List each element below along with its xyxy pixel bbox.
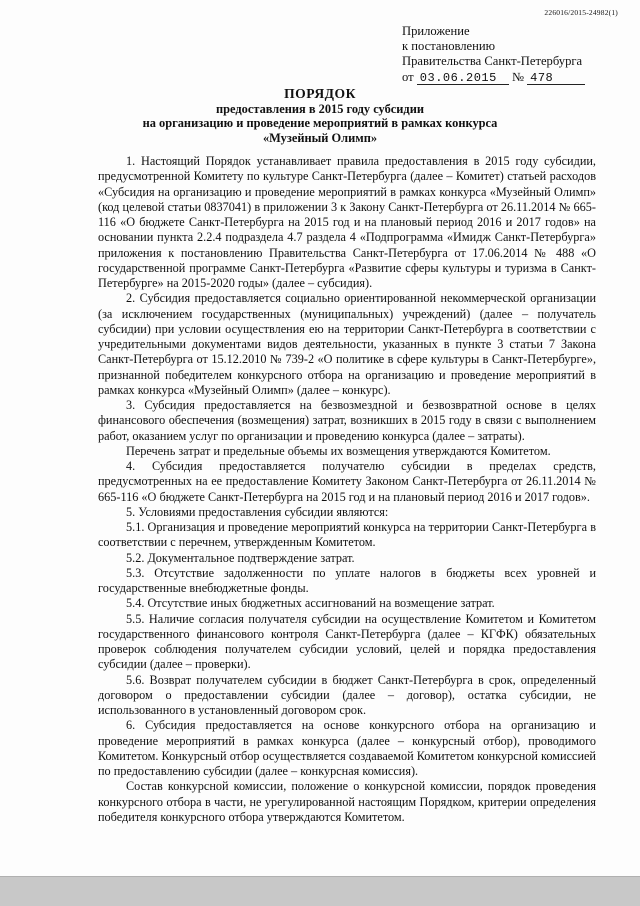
paragraph-5-2: 5.2. Документальное подтверждение затрат. [126, 550, 355, 565]
annex-line: к постановлению [402, 39, 496, 54]
annex-line: Приложение [402, 24, 470, 38]
paragraph-4: 4. Субсидия предоставляется получателю субсидии в пределах средств, предусмотренных на ее предоставление Комитету Законом Санкт-Петербурга от 26.11.2014 № 665-116 «О бюджете Санкт-Петербурга на 2015 год и на плановый период 2016 и 2017 годов». [98, 459, 596, 504]
scan-bottom-edge [0, 876, 640, 906]
annex-header [402, 24, 612, 85]
paragraph-5-1: 5.1. Организация и проведение мероприятий конкурса на территории Санкт-Петербурга в соответствии с перечнем, утвержденным Комитетом. [98, 520, 596, 550]
paragraph-5-5: 5.5. Наличие согласия получателя субсидии на осуществление Комитетом и Комитетом государственного финансового контроля Санкт-Петербурга (далее – КГФК) обязательных проверок соблюдения получателем субсидии условий, целей и порядка предоставления субсидии (далее – проверки). [98, 611, 596, 672]
paragraph-2: 2. Субсидия предоставляется социально ориентированной некоммерческой организации (за исключением государственных (муниципальных) учреждений) (далее – получатель субсидии) при условии осуществления ею на территории Санкт-Петербурга в соответствии с учредительными документами видов деятельности, указанных в пункте 3 статьи 7 Закона Санкт-Петербурга от 15.12.2010 № 739-2 «О политике в сфере культуры в Санкт-Петербурге», признанной победителем конкурсного отбора на организацию и проведение мероприятий в рамках конкурса «Музейный Олимп» (далее – конкурс). [98, 291, 596, 397]
paragraph-1: 1. Настоящий Порядок устанавливает правила предоставления в 2015 году субсидии, предусмотренной Комитету по культуре Санкт-Петербурга (далее – Комитет) статьей расходов «Субсидия на организацию и проведение мероприятий в рамках конкурса «Музейный Олимп» (код целевой статьи 0837041) в приложении 3 к Закону Санкт-Петербурга от 26.11.2014 № 665-116 «О бюджете Санкт-Петербурга на 2015 год и на плановый период 2016 и 2017 годов» на основании пункта 2.2.4 подраздела 4.7 раздела 4 «Подпрограмма «Имидж Санкт-Петербурга» приложения к постановлению Правительства Санкт-Петербурга от 17.06.2014 № 488 «О государственной программе Санкт-Петербурга «Развитие сферы культуры и туризма в Санкт-Петербурге» на 2015-2020 годы» (далее – субсидия). [98, 154, 596, 290]
paragraph-6: 6. Субсидия предоставляется на основе конкурсного отбора на организацию и проведение мероприятий в рамках конкурса (далее – конкурсный отбор), проводимого Комитетом. Конкурсный отбор осуществляется создаваемой Комитетом конкурсной комиссией по предоставлению субсидии (далее – конкурсная комиссия). [98, 718, 596, 778]
title-line: на организацию и проведение мероприятий в рамках конкурса [142, 116, 498, 131]
title-line: предоставления в 2015 году субсидии [216, 102, 424, 116]
title-line: «Музейный Олимп» [262, 130, 378, 145]
document-title-block [40, 86, 600, 145]
paragraph-6-commission: Состав конкурсной комиссии, положение о конкурсной комиссии, порядок проведения конкурсного отбора в части, не урегулированной настоящим Порядком, критерии определения победителя конкурсного отбора утверждаются Комитетом. [98, 779, 596, 824]
annex-line: Правительства Санкт-Петербурга [402, 54, 583, 69]
handwritten-number: 478 [527, 72, 585, 85]
document-registration-id: 226016/2015-24982(1) [544, 8, 618, 17]
annex-date-line [402, 70, 612, 85]
paragraph-5: 5. Условиями предоставления субсидии являются: [126, 504, 389, 519]
document-title: ПОРЯДОК [284, 86, 356, 101]
date-prefix: от [402, 69, 414, 84]
document-body [98, 154, 596, 825]
paragraph-3-list-of-costs: Перечень затрат и предельные объемы их возмещения утверждаются Комитетом. [126, 443, 551, 458]
paragraph-5-3: 5.3. Отсутствие задолженности по уплате налогов в бюджеты всех уровней и государственные внебюджетные фонды. [98, 565, 596, 595]
paragraph-5-4: 5.4. Отсутствие иных бюджетных ассигнований на возмещение затрат. [126, 596, 495, 611]
number-sign: № [511, 69, 524, 84]
paragraph-3: 3. Субсидия предоставляется на безвозмездной и безвозвратной основе в целях финансового обеспечения (возмещения) затрат, возникших в 2015 году в связи с выполнением работ, оказанием услуг по организации и проведению конкурса (далее – затраты). [98, 398, 596, 443]
paragraph-5-6: 5.6. Возврат получателем субсидии в бюджет Санкт-Петербурга в срок, определенный договором о предоставлении субсидии (далее – договор), остатка субсидии, не использованного в установленный договором срок. [98, 672, 596, 717]
handwritten-date: 03.06.2015 [417, 72, 509, 85]
